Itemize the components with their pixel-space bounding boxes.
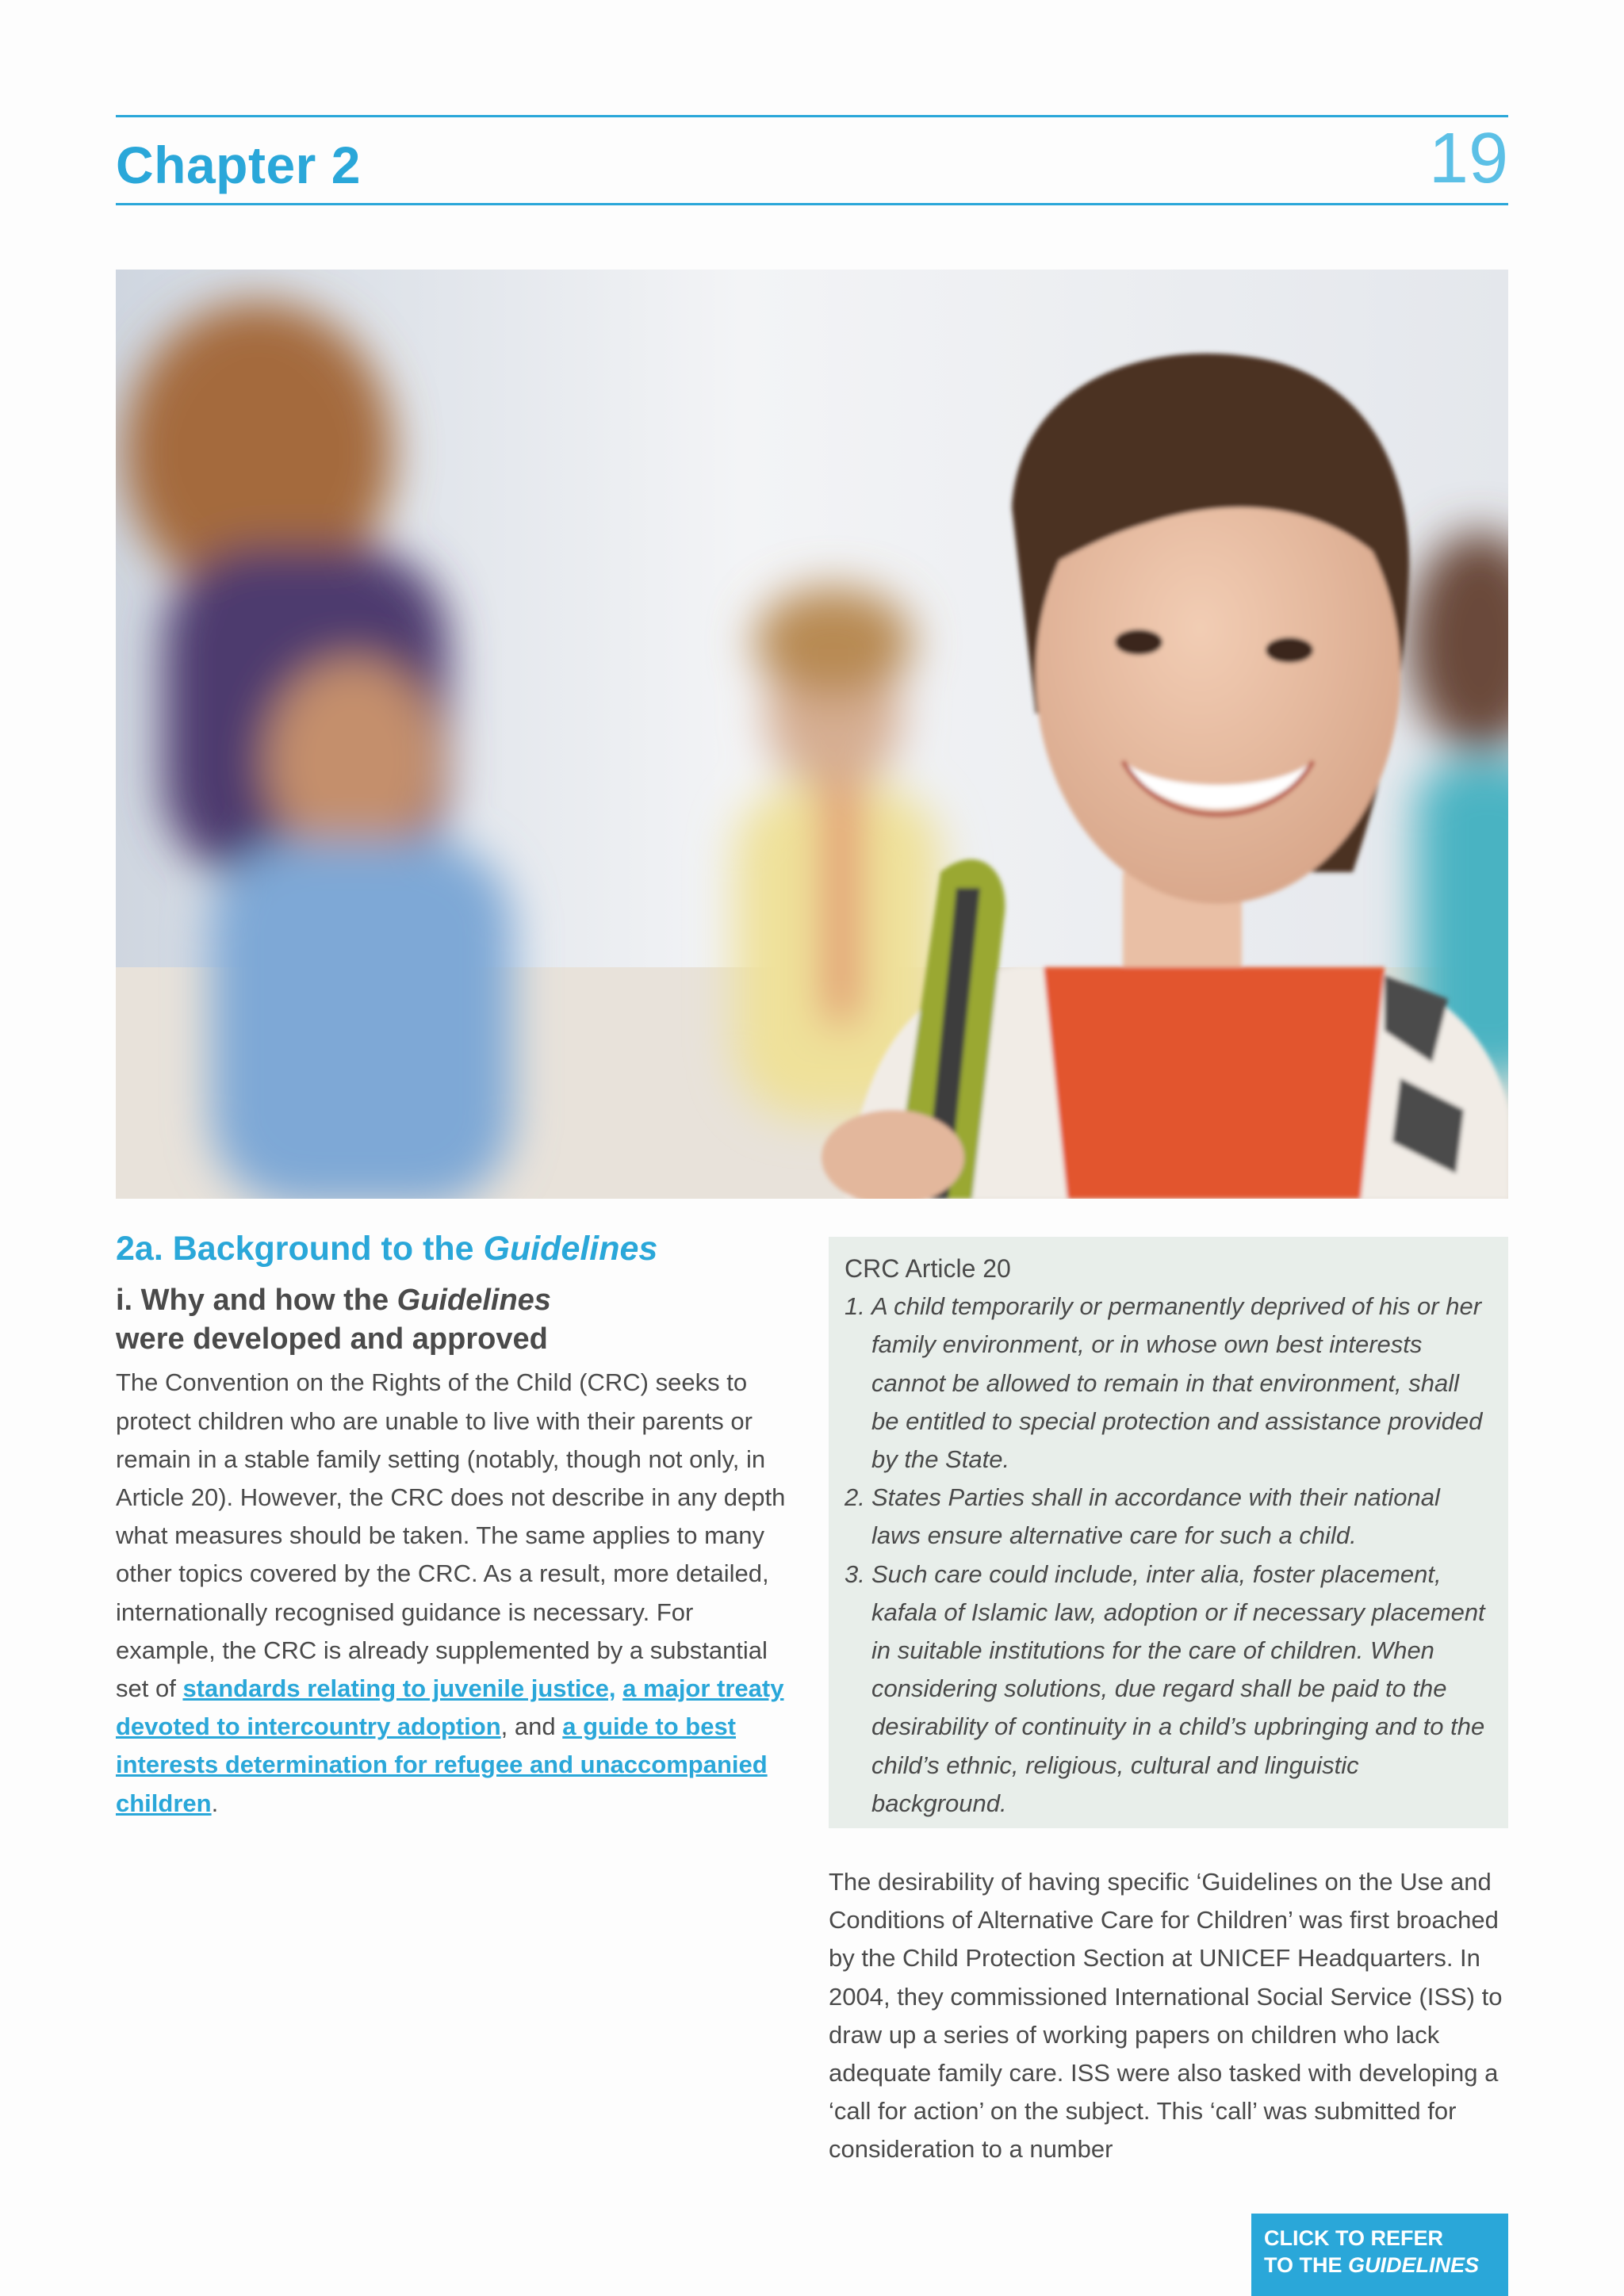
juvenile-justice-link[interactable]: standards relating to juvenile justice,: [182, 1674, 616, 1702]
background-section: [116, 1229, 790, 1823]
and-text: and: [514, 1712, 563, 1741]
callout-item-text: Such care could include, inter alia, foster placement, kafala of Islamic law, adoption or if necessary placement in suitable institutions for the care of children. When considering solutions, due regard shall be paid to the desirability of continuity in a child’s upbringing and to the child’s ethnic, religious, cultural and linguistic background.: [871, 1559, 1485, 1817]
cta-line-2-text: TO THE: [1264, 2253, 1349, 2277]
callout-item: [845, 1479, 1492, 1555]
callout-item-number: 1.: [845, 1292, 865, 1321]
sub-heading: [116, 1281, 790, 1360]
callout-list: [845, 1288, 1492, 1823]
hero-photo: [116, 270, 1508, 1199]
sub-heading-italic: Guidelines: [396, 1283, 551, 1317]
period-text: .: [211, 1789, 219, 1817]
callout-item-text: A child temporarily or permanently deprived of his or her family environment, or in whose own best interests cannot be allowed to remain in that environment, shall be entitled to special protection and assistance provided by the State.: [871, 1292, 1483, 1474]
callout-item-text: States Parties shall in accordance with their national laws ensure alternative care for such a child.: [871, 1483, 1440, 1550]
section-heading-text: 2a. Background to the: [116, 1230, 484, 1268]
intercountry-adoption-link[interactable]: a major treaty devoted to intercountry adoption: [116, 1674, 784, 1741]
crc-article-callout: [829, 1237, 1508, 1828]
cta-line-2-italic: GUIDELINES: [1348, 2253, 1480, 2277]
chapter-title: Chapter 2: [116, 136, 361, 194]
sub-heading-suffix: were developed and approved: [116, 1322, 548, 1356]
right-column-text: [829, 1863, 1508, 2169]
cta-line-2: [1264, 2252, 1496, 2279]
best-interests-guide-link[interactable]: a guide to best interests determination for refugee and unaccompanied children: [116, 1712, 768, 1817]
callout-item-number: 3.: [845, 1559, 865, 1588]
section-heading-italic: Guidelines: [483, 1230, 658, 1268]
callout-title: CRC Article 20: [845, 1254, 1011, 1283]
comma-text: ,: [500, 1712, 508, 1741]
header-bottom-rule: [116, 203, 1508, 205]
cta-line-1: CLICK TO REFER: [1264, 2226, 1444, 2250]
callout-item: [845, 1556, 1492, 1823]
refer-to-guidelines-button[interactable]: [1251, 2214, 1508, 2296]
body-paragraph-text: The Convention on the Rights of the Child (CRC) seeks to protect children who are unable to live with their parents or remain in a stable family setting (notably, though not only, in Article 20). However, the CRC does not describe in any depth what measures should be taken. The same applies to many other topics covered by the CRC. As a result, more detailed, internationally recognised guidance is necessary. For example, the CRC is already supplemented by a substantial set of: [116, 1368, 786, 1702]
header-top-rule: [116, 115, 1508, 117]
callout-item-number: 2.: [845, 1483, 865, 1512]
body-paragraph: [116, 1364, 790, 1822]
callout-item: [845, 1288, 1492, 1479]
page-number: 19: [1428, 119, 1508, 198]
sub-heading-text: i. Why and how the: [116, 1283, 397, 1317]
photo-illustration: [116, 270, 1508, 1199]
right-paragraph: The desirability of having specific ‘Guidelines on the Use and Conditions of Alternative Care for Children’ was first broached by the Child Protection Section at UNICEF Headquarters. In 2004, they commissioned International Social Service (ISS) to draw up a series of working papers on children who lack adequate family care. ISS were also tasked with developing a ‘call for action’ on the subject. This ‘call’ was submitted for consideration to a number: [829, 1868, 1503, 2164]
section-heading: [116, 1229, 790, 1270]
